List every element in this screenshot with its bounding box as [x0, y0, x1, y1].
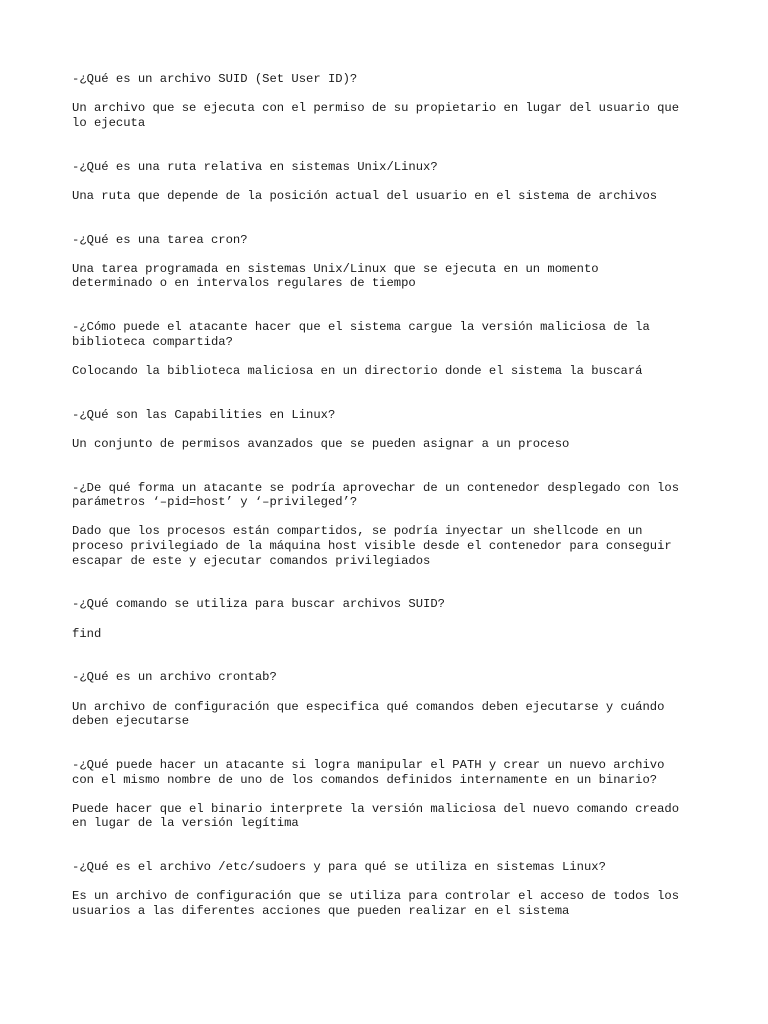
- qa-block: [72, 481, 712, 569]
- answer-text: Colocando la biblioteca maliciosa en un directorio donde el sistema la buscará: [72, 363, 643, 378]
- qa-block: [72, 408, 712, 452]
- question-text: -¿Cómo puede el atacante hacer que el sistema cargue la versión maliciosa de la biblioteca compartida?: [72, 320, 650, 349]
- qa-block: [72, 860, 712, 918]
- qa-block: [72, 72, 712, 130]
- qa-block: [72, 670, 712, 728]
- question-text: -¿Qué es una tarea cron?: [72, 232, 248, 247]
- question-text: -¿Qué son las Capabilities en Linux?: [72, 407, 336, 422]
- question-text: -¿Qué es un archivo crontab?: [72, 670, 277, 685]
- answer-text: Un archivo que se ejecuta con el permiso de su propietario en lugar del usuario que lo ejecuta: [72, 101, 680, 130]
- answer-text: Una tarea programada en sistemas Unix/Linux que se ejecuta en un momento determinado o en intervalos regulares de tiempo: [72, 261, 599, 291]
- qa-block: [72, 597, 712, 641]
- answer-text: Puede hacer que el binario interprete la versión maliciosa del nuevo comando creado en lugar de la versión legítima: [72, 801, 680, 831]
- answer-text: Una ruta que depende de la posición actual del usuario en el sistema de archivos: [72, 188, 658, 203]
- question-text: -¿Qué es una ruta relativa en sistemas Unix/Linux?: [72, 159, 438, 174]
- answer-text: find: [72, 626, 102, 641]
- qa-block: [72, 758, 712, 831]
- answer-text: Es un archivo de configuración que se utiliza para controlar el acceso de todos los usuarios a las diferentes acciones que pueden realizar en el sistema: [72, 889, 680, 918]
- question-text: -¿De qué forma un atacante se podría aprovechar de un contenedor desplegado con los parámetros ‘–pid=host’ y ‘–privileged’?: [72, 480, 680, 510]
- answer-text: Dado que los procesos están compartidos, se podría inyectar un shellcode en un proceso privilegiado de la máquina host visible desde el contenedor para conseguir escapar de este y ejecutar comandos privilegiados: [72, 524, 672, 568]
- qa-block: [72, 233, 712, 291]
- answer-text: Un archivo de configuración que especifica qué comandos deben ejecutarse y cuándo deben ejecutarse: [72, 699, 665, 729]
- document-page: [72, 72, 712, 918]
- qa-block: [72, 160, 712, 204]
- question-text: -¿Qué puede hacer un atacante si logra manipular el PATH y crear un nuevo archivo con el mismo nombre de uno de los comandos definidos internamente en un binario?: [72, 757, 665, 787]
- answer-text: Un conjunto de permisos avanzados que se pueden asignar a un proceso: [72, 436, 570, 451]
- question-text: -¿Qué comando se utiliza para buscar archivos SUID?: [72, 597, 445, 612]
- qa-block: [72, 320, 712, 378]
- question-text: -¿Qué es un archivo SUID (Set User ID)?: [72, 72, 358, 86]
- question-text: -¿Qué es el archivo /etc/sudoers y para qué se utiliza en sistemas Linux?: [72, 860, 606, 875]
